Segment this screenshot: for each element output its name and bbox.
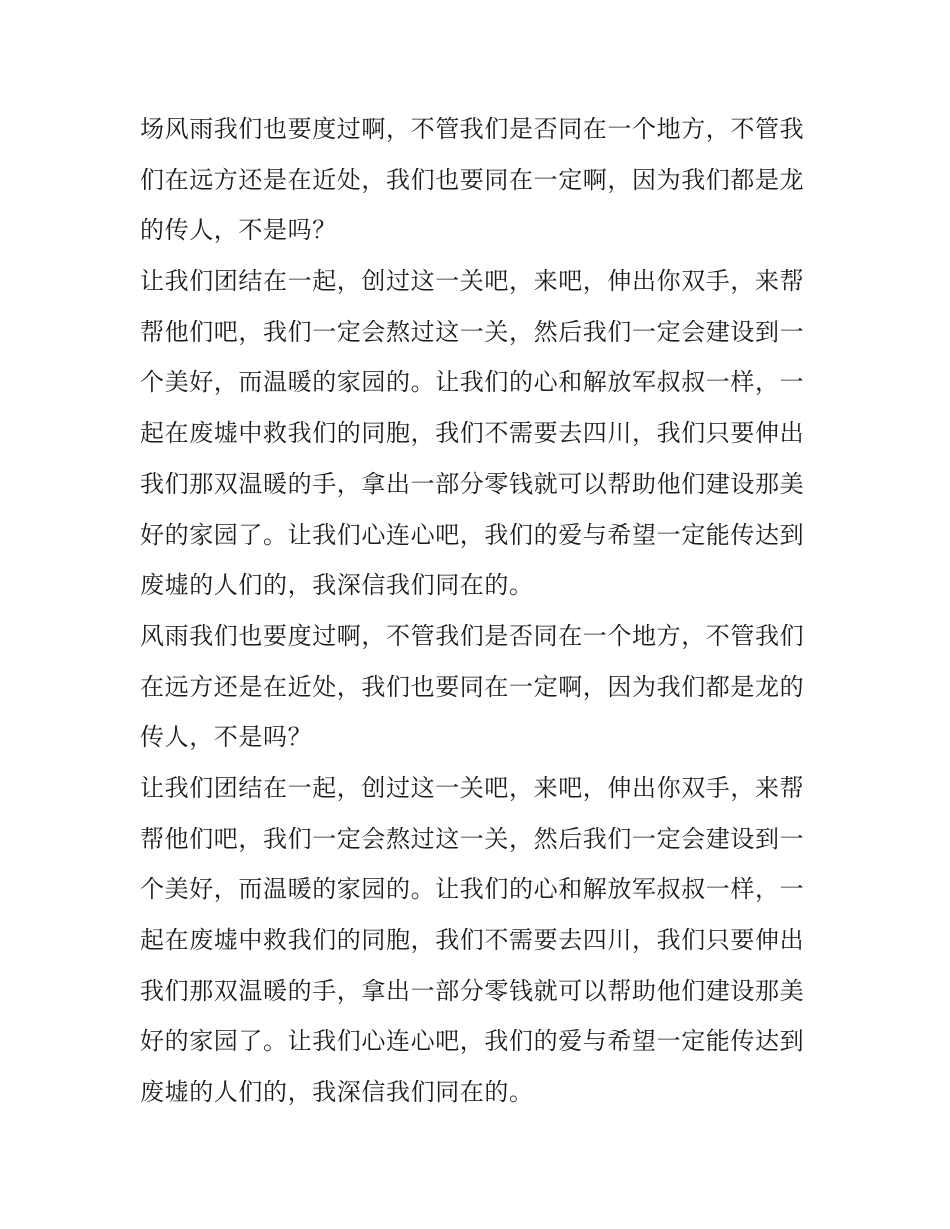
text-line: 在远方还是在近处，我们也要同在一定啊，因为我们都是龙的 (140, 672, 805, 701)
text-line: 个美好，而温暖的家园的。让我们的心和解放军叔叔一样，一 (140, 368, 805, 397)
text-line: 让我们团结在一起，创过这一关吧，来吧，伸出你双手，来帮 (140, 267, 805, 296)
text-line: 的传人，不是吗？ (140, 216, 337, 245)
text-line: 起在废墟中救我们的同胞，我们不需要去四川，我们只要伸出 (140, 419, 805, 448)
text-line: 我们那双温暖的手，拿出一部分零钱就可以帮助他们建设那美 (140, 469, 805, 498)
text-line: 风雨我们也要度过啊，不管我们是否同在一个地方，不管我们 (140, 621, 805, 650)
text-line: 们在远方还是在近处，我们也要同在一定啊，因为我们都是龙 (140, 165, 805, 194)
text-line: 帮他们吧，我们一定会熬过这一关，然后我们一定会建设到一 (140, 824, 805, 853)
text-line: 废墟的人们的，我深信我们同在的。 (140, 571, 534, 600)
text-line: 好的家园了。让我们心连心吧，我们的爱与希望一定能传达到 (140, 1027, 805, 1056)
text-line: 帮他们吧，我们一定会熬过这一关，然后我们一定会建设到一 (140, 317, 805, 346)
text-line: 场风雨我们也要度过啊，不管我们是否同在一个地方，不管我 (140, 115, 805, 143)
text-line: 废墟的人们的，我深信我们同在的。 (140, 1078, 534, 1107)
text-line: 个美好，而温暖的家园的。让我们的心和解放军叔叔一样，一 (140, 875, 805, 904)
body-text (140, 104, 816, 1118)
text-line: 好的家园了。让我们心连心吧，我们的爱与希望一定能传达到 (140, 520, 805, 549)
text-line: 让我们团结在一起，创过这一关吧，来吧，伸出你双手，来帮 (140, 773, 805, 802)
text-line: 传人，不是吗？ (140, 723, 313, 752)
text-line: 起在废墟中救我们的同胞，我们不需要去四川，我们只要伸出 (140, 926, 805, 954)
text-line: 我们那双温暖的手，拿出一部分零钱就可以帮助他们建设那美 (140, 976, 805, 1005)
